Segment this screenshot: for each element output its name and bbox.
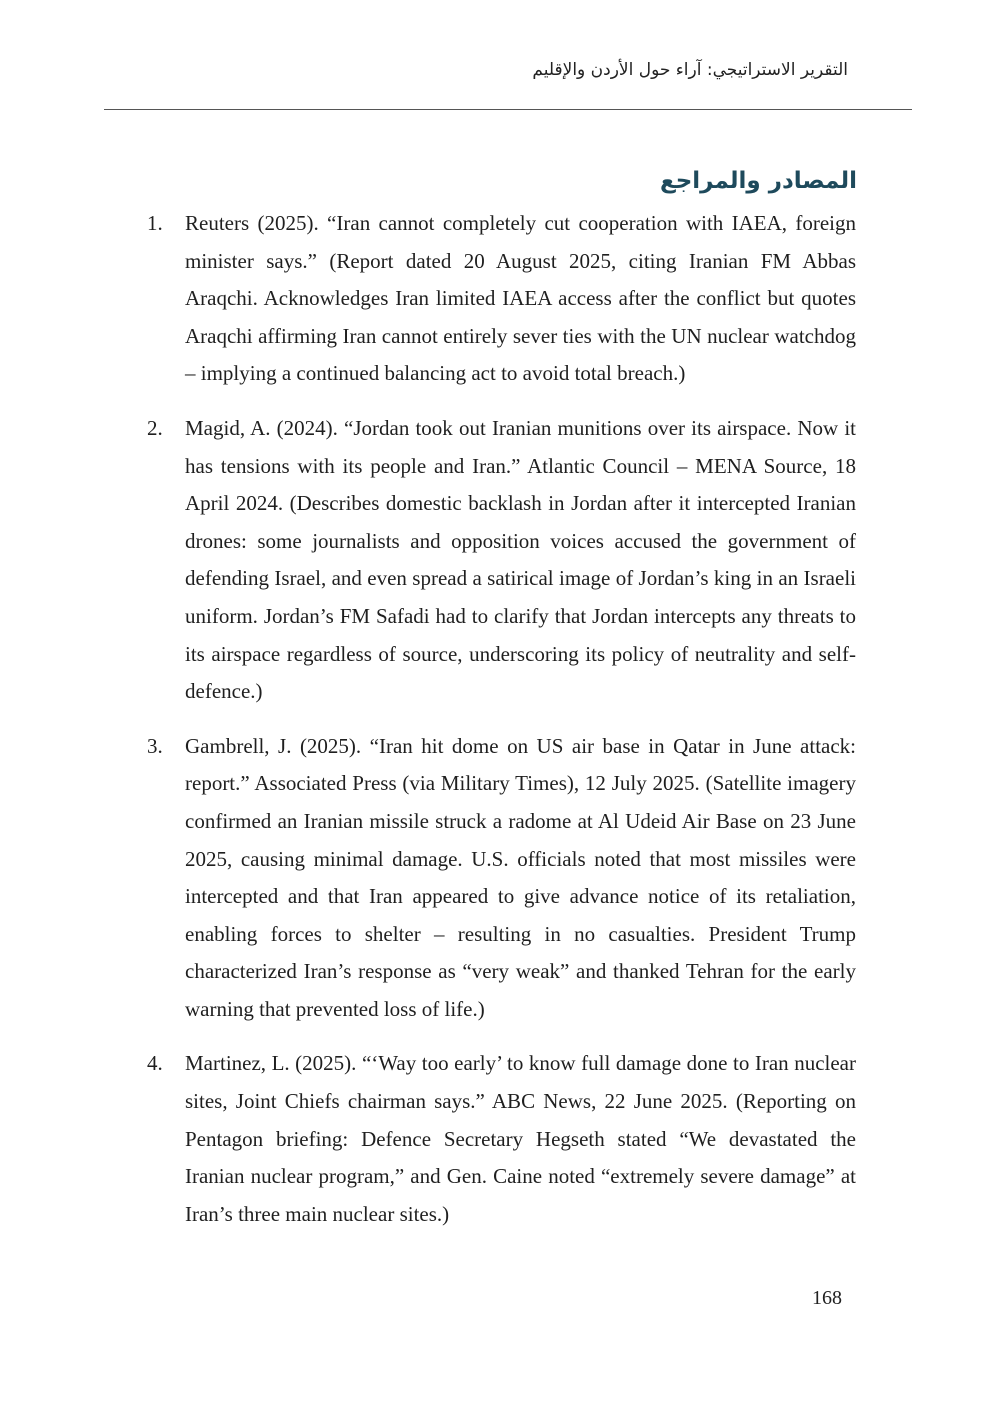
- header-divider: [104, 109, 912, 110]
- reference-number: 2.: [147, 415, 163, 440]
- reference-number: 4.: [147, 1051, 163, 1076]
- running-header: التقرير الاستراتيجي: آراء حول الأردن والإقليم: [532, 60, 848, 80]
- reference-text: Martinez, L. (2025). “‘Way too early’ to know full damage done to Iran nuclear sites, Joint Chiefs chairman says.” ABC News, 22 June 2025. (Reporting on Pentagon briefing: Defence Secretary Hegseth stated “We devastated the Iranian nuclear program,” and Gen. Caine noted “extremely severe damage” at Iran’s three main nuclear sites.): [185, 1051, 856, 1226]
- reference-text: Magid, A. (2024). “Jordan took out Iranian munitions over its airspace. Now it has tensions with its people and Iran.” Atlantic Council – MENA Source, 18 April 2024. (Describes domestic backlash in Jordan after it intercepted Iranian drones: some journalists and opposition voices accused the government of defending Israel, and even spread a satirical image of Jordan’s king in an Israeli uniform. Jordan’s FM Safadi had to clarify that Jordan intercepts any threats to its airspace regardless of source, underscoring its policy of neutrality and self-defence.): [185, 415, 856, 704]
- reference-text: Gambrell, J. (2025). “Iran hit dome on US air base in Qatar in June attack: report.” Associated Press (via Military Times), 12 July 2025. (Satellite imagery confirmed an Iranian missile struck a radome at Al Udeid Air Base on 23 June 2025, causing minimal damage. U.S. officials noted that most missiles were intercepted and that Iran appeared to give advance notice of its retaliation, enabling forces to shelter – resulting in no casualties. President Trump characterized Iran’s response as “very weak” and thanked Tehran for the early warning that prevented loss of life.): [185, 733, 856, 1021]
- reference-item-4: [0, 1045, 1004, 1233]
- page-number: 168: [812, 1287, 842, 1309]
- section-title: المصادر والمراجع: [659, 168, 857, 194]
- reference-item-2: [0, 410, 1004, 711]
- reference-item-3: [0, 728, 1004, 1029]
- reference-list: [0, 205, 1004, 1250]
- reference-text: Reuters (2025). “Iran cannot completely cut cooperation with IAEA, foreign minister says.” (Report dated 20 August 2025, citing Iranian FM Abbas Araqchi. Acknowledges Iran limited IAEA access after the conflict but quotes Araqchi affirming Iran cannot entirely sever ties with the UN nuclear watchdog – implying a continued balancing act to avoid total breach.): [185, 211, 856, 386]
- reference-number: 3.: [147, 733, 163, 758]
- reference-number: 1.: [147, 211, 163, 235]
- reference-item-1: [0, 205, 1004, 393]
